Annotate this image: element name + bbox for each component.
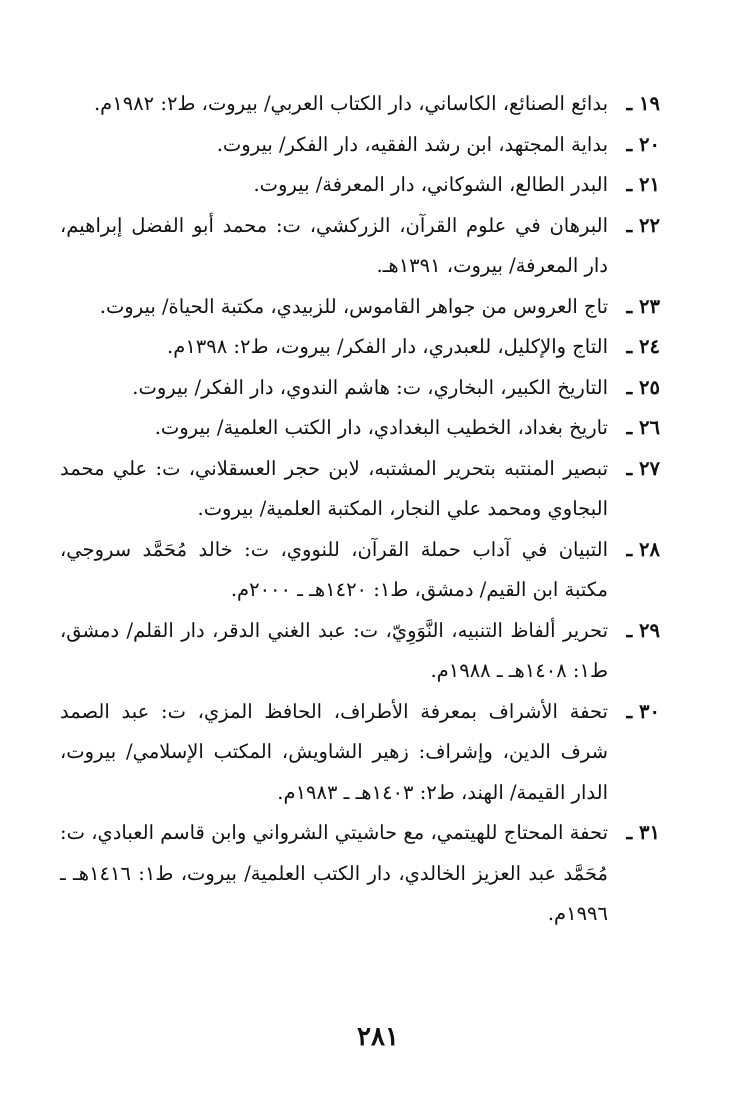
reference-text: تحرير ألفاظ التنبيه، النَّوَوِيّ، ت: عبد الغني الدقر، دار القلم/ دمشق، ط١: ١٤٠٨هـ ـ ١٩٨٨م.	[60, 618, 608, 682]
reference-text: تبصير المنتبه بتحرير المشتبه، لابن حجر العسقلاني، ت: علي محمد البجاوي ومحمد علي النجار، المكتبة العلمية/ بيروت.	[60, 456, 608, 520]
reference-entry	[60, 287, 660, 328]
reference-entry	[60, 206, 660, 287]
page-number: ٢٨١	[357, 1022, 399, 1052]
reference-text: تحفة الأشراف بمعرفة الأطراف، الحافظ المزي، ت: عبد الصمد شرف الدين، وإشراف: زهير الشاويش، المكتب الإسلامي/ بيروت، الدار القيمة/ الهند، ط٢: ١٤٠٣هـ ـ ١٩٨٣م.	[60, 699, 608, 804]
reference-number: ٣٠ ـ	[626, 699, 660, 723]
reference-number: ٢٢ ـ	[626, 213, 660, 237]
reference-entry	[60, 408, 660, 449]
reference-number: ٢٦ ـ	[626, 416, 660, 439]
reference-text: تاج العروس من جواهر القاموس، للزبيدي، مكتبة الحياة/ بيروت.	[99, 294, 608, 318]
reference-number: ٢١ ـ	[626, 173, 660, 196]
reference-text: تحفة المحتاج للهيتمي، مع حاشيتي الشرواني وابن قاسم العبادي، ت: مُحَمَّد عبد العزيز الخالدي، دار الكتب العلمية/ بيروت، ط١: ١٤١٦هـ ـ ١٩٩٦م.	[60, 821, 608, 925]
reference-text: تاريخ بغداد، الخطيب البغدادي، دار الكتب العلمية/ بيروت.	[154, 416, 608, 439]
reference-number: ٢٤ ـ	[626, 335, 660, 358]
reference-text: التاريخ الكبير، البخاري، ت: هاشم الندوي، دار الفكر/ بيروت.	[132, 375, 608, 399]
reference-text: بدائع الصنائع، الكاساني، دار الكتاب العربي/ بيروت، ط٢: ١٩٨٢م.	[93, 92, 608, 115]
reference-entry	[60, 165, 660, 206]
reference-entry	[60, 530, 660, 611]
reference-text: البدر الطالع، الشوكاني، دار المعرفة/ بيروت.	[253, 173, 608, 196]
reference-entry	[60, 327, 660, 368]
references-list	[60, 84, 660, 935]
reference-number: ٢٥ ـ	[626, 375, 660, 399]
reference-number: ٢٣ ـ	[626, 294, 660, 318]
reference-text: التبيان في آداب حملة القرآن، للنووي، ت: خالد مُحَمَّد سروجي، مكتبة ابن القيم/ دمشق، ط١: ١٤٢٠هـ ـ ٢٠٠٠م.	[60, 537, 608, 601]
reference-number: ٣١ ـ	[626, 821, 660, 844]
reference-number: ٢٧ ـ	[626, 456, 660, 480]
reference-entry	[60, 692, 660, 814]
reference-number: ٢٠ ـ	[626, 132, 660, 156]
reference-entry	[60, 611, 660, 692]
reference-text: البرهان في علوم القرآن، الزركشي، ت: محمد أبو الفضل إبراهيم، دار المعرفة/ بيروت، ١٣٩١هـ.	[60, 213, 608, 277]
reference-entry	[60, 84, 660, 125]
reference-entry	[60, 368, 660, 409]
reference-entry	[60, 125, 660, 166]
reference-number: ٢٩ ـ	[626, 618, 660, 642]
reference-entry	[60, 813, 660, 935]
reference-entry	[60, 449, 660, 530]
reference-text: التاج والإكليل، للعبدري، دار الفكر/ بيروت، ط٢: ١٣٩٨م.	[167, 335, 608, 358]
reference-text: بداية المجتهد، ابن رشد الفقيه، دار الفكر/ بيروت.	[216, 132, 608, 156]
reference-number: ١٩ ـ	[626, 92, 660, 115]
reference-number: ٢٨ ـ	[626, 537, 660, 561]
